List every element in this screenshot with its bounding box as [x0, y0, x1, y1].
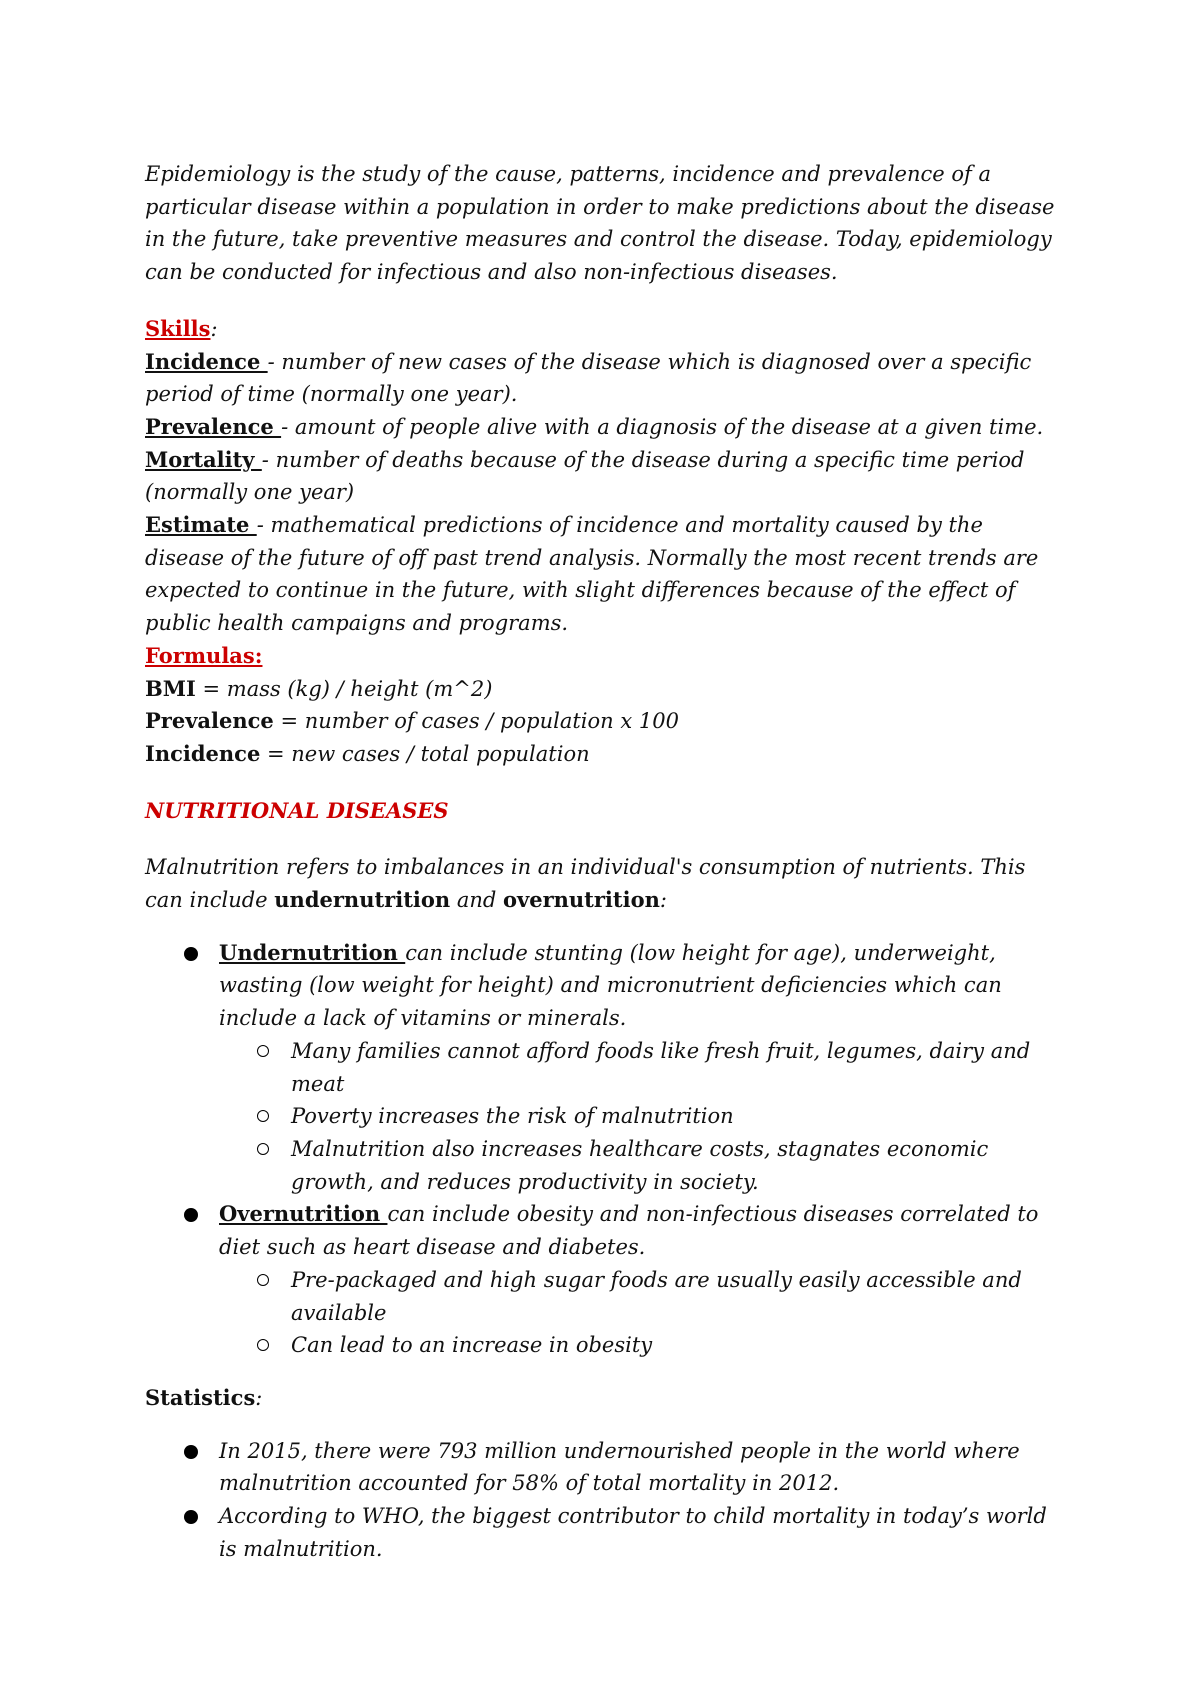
- term-prevalence: [145, 411, 1055, 444]
- sub-bullet-text: Many families cannot afford foods like fresh fruit, legumes, dairy and meat: [291, 1038, 1031, 1096]
- skills-heading-line: [145, 313, 1055, 346]
- term-label: Prevalence: [145, 413, 282, 439]
- term-undernutrition: undernutrition: [274, 887, 451, 913]
- formula-name: Incidence: [145, 740, 261, 766]
- skills-colon: :: [210, 316, 218, 341]
- malnutrition-paragraph: [145, 851, 1055, 916]
- term-mortality: [145, 444, 1055, 509]
- term-label: Estimate: [145, 512, 257, 538]
- circle-bullet-icon: [257, 1110, 269, 1122]
- statistics-heading-line: [145, 1382, 1055, 1415]
- statistic-item: [145, 1435, 1055, 1500]
- and-text: and: [450, 888, 503, 913]
- statistic-item: [145, 1500, 1055, 1565]
- sub-bullet: [145, 1035, 1055, 1100]
- colon-text: :: [659, 888, 667, 913]
- formula-expression: = new cases / total population: [260, 741, 590, 766]
- formula-prevalence: [145, 705, 1055, 738]
- bullet-dot-icon: [184, 1510, 198, 1524]
- statistics-colon: :: [255, 1385, 263, 1410]
- circle-bullet-icon: [257, 1274, 269, 1286]
- bullet-undernutrition: [145, 937, 1055, 1035]
- formula-name: BMI: [145, 675, 196, 701]
- term-label: Incidence: [145, 348, 268, 374]
- statistic-text: In 2015, there were 793 million undernourished people in the world where malnutrition accounted for 58% of total mortality in 2012.: [219, 1438, 1020, 1496]
- term-definition: - amount of people alive with a diagnosis of the disease at a given time.: [281, 414, 1044, 439]
- sub-bullet-text: Can lead to an increase in obesity: [291, 1333, 653, 1358]
- sub-bullet-text: Pre-packaged and high sugar foods are usually easily accessible and available: [291, 1267, 1022, 1325]
- term-definition: - number of deaths because of the disease during a specific time period (normally one year): [145, 447, 1025, 505]
- circle-bullet-icon: [257, 1339, 269, 1351]
- statistics-heading: Statistics: [145, 1384, 256, 1410]
- sub-bullet: [145, 1133, 1055, 1198]
- formula-expression: = mass (kg) / height (m^2): [195, 676, 493, 701]
- document-body: [145, 158, 1055, 1565]
- formula-expression: = number of cases / population x 100: [273, 709, 679, 734]
- circle-bullet-icon: [257, 1143, 269, 1155]
- intro-paragraph: Epidemiology is the study of the cause, patterns, incidence and prevalence of a particular disease within a population in order to make predictions about the disease in the future, take preventive measures and control the disease. Today, epidemiology can be conducted for infectious and also non-infectious diseases.: [145, 162, 1055, 285]
- statistic-text: According to WHO, the biggest contributor to child mortality in today’s world is malnutrition.: [219, 1504, 1047, 1561]
- formula-incidence: [145, 738, 1055, 771]
- bullet-text: can include stunting (low height for age), underweight, wasting (low weight for height) and micronutrient deficiencies which can include a lack of vitamins or minerals.: [219, 940, 1002, 1031]
- term-label: Mortality: [145, 446, 262, 472]
- bullet-text: can include obesity and non-infectious diseases correlated to diet such as heart disease and diabetes.: [219, 1202, 1039, 1260]
- term-definition: - mathematical predictions of incidence and mortality caused by the disease of the future of off past trend analysis. Normally the most recent trends are expected to continue in the future, with slight differences because of the effect of public health campaigns and programs.: [145, 513, 1039, 636]
- circle-bullet-icon: [257, 1045, 269, 1057]
- bullet-term: Undernutrition: [219, 939, 406, 965]
- malnutrition-text: Malnutrition refers to imbalances in an individual's consumption of nutrients. This can include: [145, 855, 1026, 913]
- sub-bullet-text: Poverty increases the risk of malnutrition: [291, 1104, 734, 1129]
- term-estimate: [145, 509, 1055, 640]
- bullet-overnutrition: [145, 1198, 1055, 1263]
- bullet-dot-icon: [184, 1208, 198, 1222]
- bullet-term: Overnutrition: [219, 1201, 388, 1227]
- formula-name: Prevalence: [145, 708, 274, 734]
- formulas-heading: Formulas:: [145, 642, 263, 668]
- skills-heading: Skills: [145, 315, 211, 341]
- sub-bullet: [145, 1329, 1055, 1362]
- section-title: NUTRITIONAL DISEASES: [145, 797, 449, 823]
- term-overnutrition: overnutrition: [503, 887, 660, 913]
- formula-bmi: [145, 673, 1055, 706]
- sub-bullet: [145, 1264, 1055, 1329]
- term-incidence: [145, 346, 1055, 411]
- bullet-dot-icon: [184, 947, 198, 961]
- term-definition: - number of new cases of the disease which is diagnosed over a specific period of time (normally one year).: [145, 349, 1032, 407]
- sub-bullet-text: Malnutrition also increases healthcare costs, stagnates economic growth, and reduces productivity in society.: [291, 1136, 989, 1194]
- sub-bullet: [145, 1100, 1055, 1133]
- bullet-dot-icon: [184, 1445, 198, 1459]
